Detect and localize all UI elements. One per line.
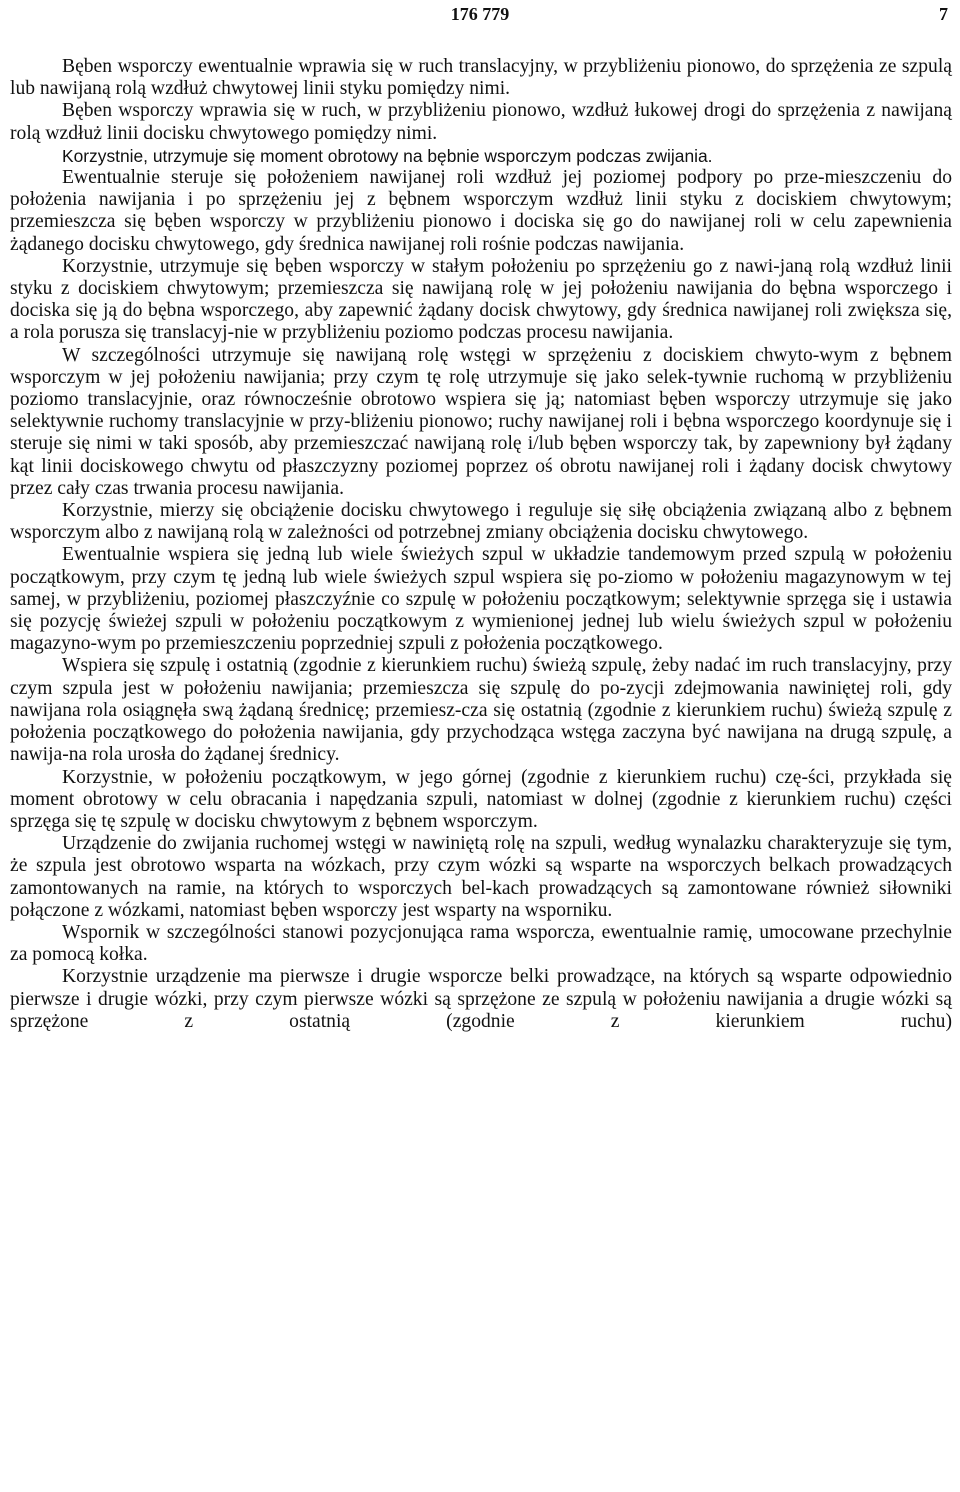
paragraph: Korzystnie, mierzy się obciążenie docisku chwytowego i reguluje się siłę obciążenia związaną albo z bębnem wsporczym albo z nawijaną rolą w zależności od potrzebnej zmiany obciążenia docisku chwytowego. (10, 500, 952, 544)
paragraph: Bęben wsporczy ewentualnie wprawia się w ruch translacyjny, w przybliżeniu pionowo, do sprzężenia ze szpulą lub nawijaną rolą wzdłuż chwytowej linii styku pomiędzy nimi. (10, 56, 952, 100)
paragraph: Korzystnie, w położeniu początkowym, w jego górnej (zgodnie z kierunkiem ruchu) czę-ści, przykłada się moment obrotowy w celu obracania i napędzania szpuli, natomiast w dolnej (zgodnie z kierunkiem ruchu) części sprzęga się tę szpulę w docisku chwytowym z bębnem wsporczym. (10, 766, 952, 832)
paragraph: Korzystnie, utrzymuje się moment obrotowy na bębnie wsporczym podczas zwijania. (62, 145, 713, 166)
page-header (0, 0, 960, 30)
patent-number: 176 779 (450, 4, 510, 24)
paragraph: Bęben wsporczy wprawia się w ruch, w przybliżeniu pionowo, wzdłuż łukowej drogi do sprzężenia z nawijaną rolą wzdłuż linii docisku chwytowego pomiędzy nimi. (10, 100, 952, 144)
document-body (10, 56, 952, 1033)
paragraph: Urządzenie do zwijania ruchomej wstęgi w nawiniętą rolę na szpuli, według wynalazku charakteryzuje się tym, że szpula jest obrotowo wsparta na wózkach, przy czym wózki są wsparte na wsporczych belkach prowadzących zamontowanych na ramie, na których to wsporczych bel-kach prowadzących są zamontowane również siłowniki połączone z wózkami, natomiast bęben wsporczy jest wsparty na wsporniku. (10, 833, 952, 921)
paragraph: Korzystnie, utrzymuje się bęben wsporczy w stałym położeniu po sprzężeniu go z nawi-janą rolą wzdłuż linii styku z dociskiem chwytowym; przemieszcza się nawijaną rolę w jej położeniu nawijania do bębna wsporczego i dociska się ją do bębna wsporczego, aby zapewnić żądany docisk chwytowy, gdy średnica nawijanej roli zwiększa się, a rola porusza się translacyj-nie w przybliżeniu poziomo podczas procesu nawijania. (10, 255, 952, 344)
paragraph: Korzystnie urządzenie ma pierwsze i drugie wsporcze belki prowadzące, na których są wsparte odpowiednio pierwsze i drugie wózki, przy czym pierwsze wózki są sprzężone ze szpulą w położeniu nawijania a drugie wózki są sprzężone z ostatnią (zgodnie z kierunkiem ruchu) (10, 966, 952, 1032)
paragraph: Wspornik w szczególności stanowi pozycjonująca rama wsporcza, ewentualnie ramię, umocowane przechylnie za pomocą kołka. (10, 921, 952, 966)
paragraph: Wspiera się szpulę i ostatnią (zgodnie z kierunkiem ruchu) świeżą szpulę, żeby nadać im ruch translacyjny, przy czym szpula jest w położeniu nawijania; przemieszcza się szpulę do po-zycji zdejmowania nawiniętej roli, gdy nawijana rola osiągnęła swą żądaną średnicę; przemiesz-cza się ostatnią (zgodnie z kierunkiem ruchu) świeżą szpulę z położenia początkowego do położenia nawijania, gdy przychodząca wstęga zaczyna być nawijana na drugą szpulę, a nawija-na rola urosła do żądanej średnicy. (10, 655, 952, 766)
paragraph: W szczególności utrzymuje się nawijaną rolę wstęgi w sprzężeniu z dociskiem chwyto-wym z bębnem wsporczym w jej położeniu nawijania; przy czym tę rolę utrzymuje się jako selek-tywnie ruchomą w przybliżeniu poziomo translacyjnie, oraz równocześnie obrotowo wspiera się ją; natomiast bęben wsporczy utrzymuje się jako selektywnie ruchomy translacyjnie w przy-bliżeniu pionowo; ruchy nawijanej roli i bębna wsporczego koordynuje się i steruje się nimi w taki sposób, aby przemieszczać nawijaną rolę i/lub bęben wsporczy tak, by zapewniony był żądany kąt linii dociskowego chwytu od płaszczyzny poziomej poprzez oś obrotu nawijanej roli i żądany docisk chwytowy przez cały czas trwania procesu nawijania. (10, 344, 952, 499)
page-number: 7 (939, 4, 948, 24)
paragraph: Ewentualnie wspiera się jedną lub wiele świeżych szpul w układzie tandemowym przed szpulą w położeniu początkowym, przy czym tę jedną lub wiele świeżych szpul wspiera się po-ziomo w położeniu magazynowym w tej samej, w przybliżeniu, poziomej płaszczyźnie co szpulę w położeniu początkowym; selektywnie sprzęga się i ustawia się pozycję świeżej szpuli w położeniu początkowym z wymienionej jednej lub wielu świeżych szpul w położeniu magazyno-wym po przemieszczeniu poprzedniej szpuli z położenia początkowego. (10, 544, 952, 655)
paragraph: Ewentualnie steruje się położeniem nawijanej roli wzdłuż jej poziomej podpory po prze-mieszczeniu do położenia nawijania i po sprzężeniu jej z bębnem wsporczym wzdłuż linii styku z dociskiem chwytowym; przemieszcza się bęben wsporczy w przybliżeniu pionowo i dociska się go do nawijanej roli w celu zapewnienia żądanego docisku chwytowego, gdy średnica nawijanej roli rośnie podczas nawijania. (10, 167, 952, 255)
